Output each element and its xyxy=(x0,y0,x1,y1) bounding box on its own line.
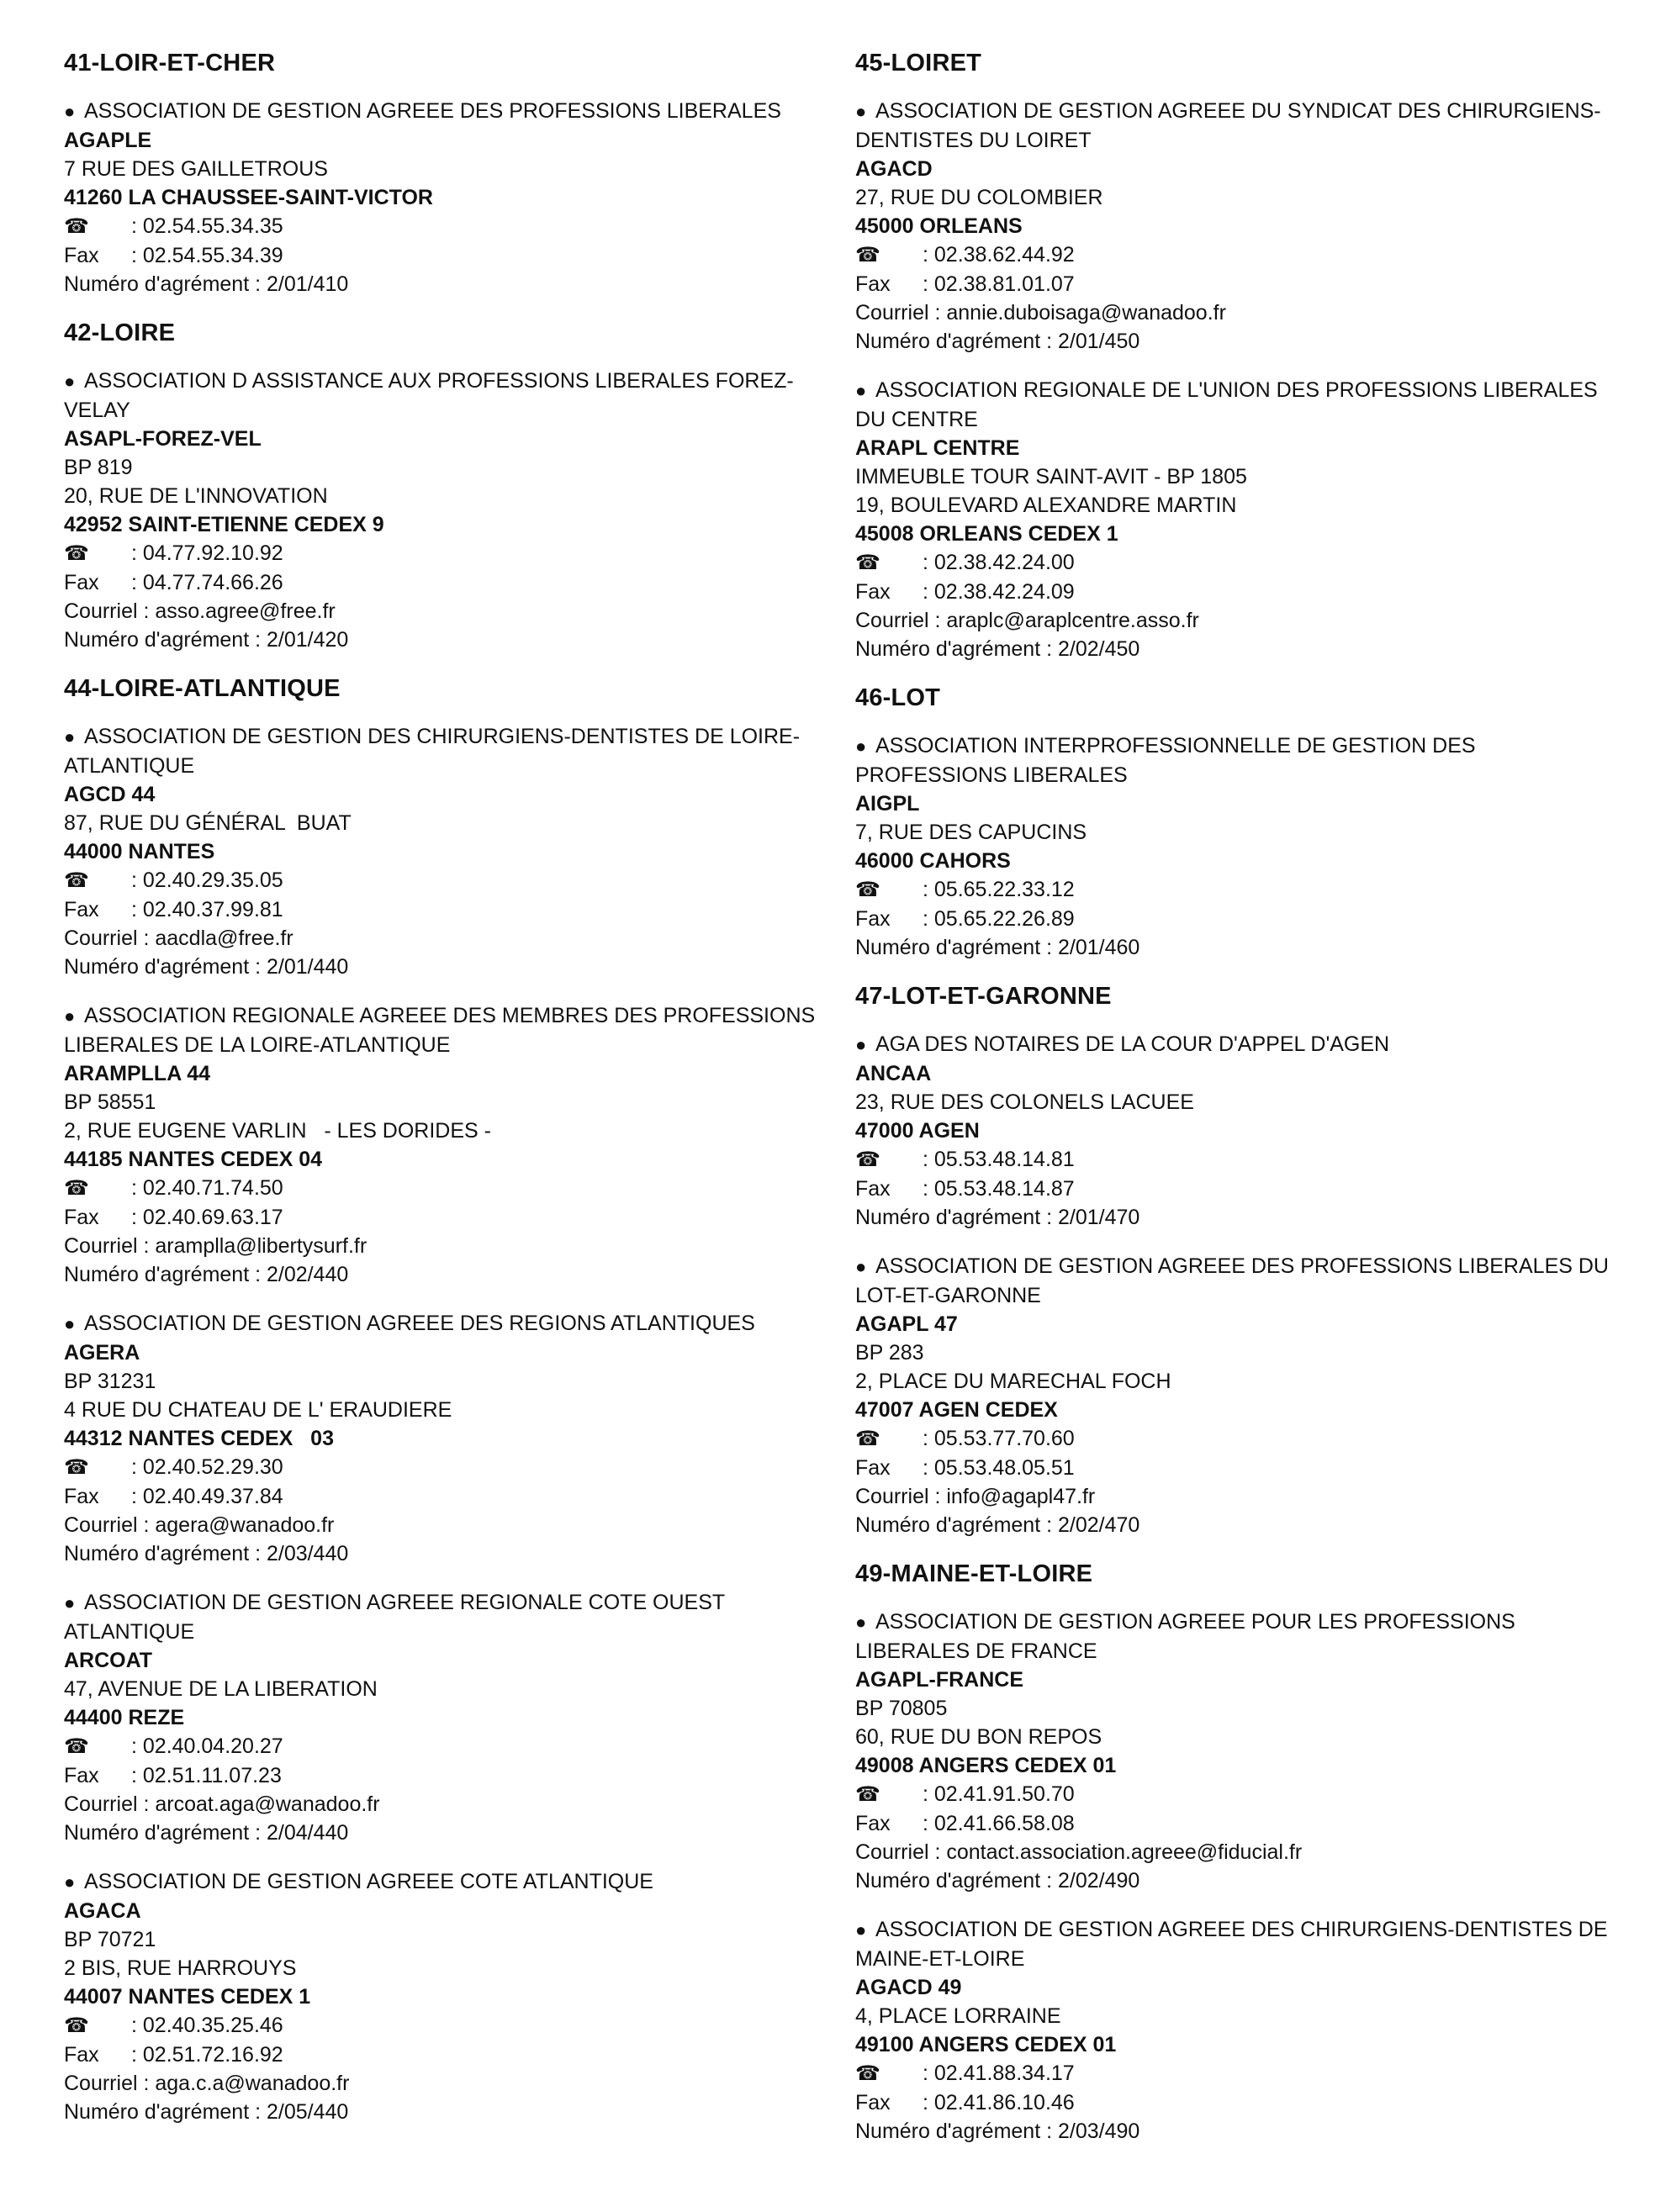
phone-number: : 04.77.92.10.92 xyxy=(131,541,283,565)
email-line: Courriel : info@agapl47.fr xyxy=(855,1485,1096,1508)
email-line: Courriel : arcoat.aga@wanadoo.fr xyxy=(64,1792,380,1816)
fax-label: Fax xyxy=(855,580,891,604)
association-name: ASSOCIATION DE GESTION AGREEE DES PROFESSIONS LIBERALES xyxy=(84,99,781,123)
association-name: ASSOCIATION DE GESTION AGREEE DES REGIONS ATLANTIQUES xyxy=(84,1312,755,1335)
agrement-number: Numéro d'agrément : 2/01/410 xyxy=(64,272,349,296)
association-entry xyxy=(855,1915,1612,2146)
phone-number: : 05.53.77.70.60 xyxy=(923,1427,1075,1450)
association-name: ASSOCIATION DE GESTION AGREEE COTE ATLANTIQUE xyxy=(84,1870,653,1893)
bullet-icon: ● xyxy=(64,1592,76,1613)
association-entry xyxy=(855,1030,1612,1232)
phone-row xyxy=(855,548,1612,578)
fax-number: : 02.51.11.07.23 xyxy=(131,1764,282,1787)
address-line: BP 31231 xyxy=(64,1370,156,1393)
association-name-row xyxy=(855,1608,1612,1666)
postal-city: 44400 REZE xyxy=(64,1706,185,1729)
association-acronym: ASAPL-FOREZ-VEL xyxy=(64,427,262,451)
address-line: BP 70721 xyxy=(64,1928,156,1951)
fax-label: Fax xyxy=(855,1177,891,1201)
fax-row xyxy=(855,2088,1612,2117)
address-line: 47, AVENUE DE LA LIBERATION xyxy=(64,1677,378,1701)
phone-icon: ☎ xyxy=(64,1735,89,1758)
association-name-row xyxy=(855,731,1612,789)
bullet-icon: ● xyxy=(64,1313,76,1334)
address-line: BP 58551 xyxy=(64,1090,156,1114)
association-name-row xyxy=(855,376,1612,434)
association-name-row xyxy=(64,97,821,126)
bullet-icon: ● xyxy=(855,380,867,401)
association-acronym: AGAPL-FRANCE xyxy=(855,1668,1023,1692)
phone-row xyxy=(855,240,1612,270)
address-line: 23, RUE DES COLONELS LACUEE xyxy=(855,1090,1194,1114)
agrement-number: Numéro d'agrément : 2/02/490 xyxy=(855,1869,1140,1893)
postal-city: 45008 ORLEANS CEDEX 1 xyxy=(855,522,1118,546)
association-name-row xyxy=(64,1867,821,1897)
association-entry xyxy=(64,367,821,654)
fax-row xyxy=(64,241,821,270)
phone-row xyxy=(64,1453,821,1482)
fax-row xyxy=(64,1482,821,1511)
bullet-icon: ● xyxy=(855,1256,867,1277)
agrement-number: Numéro d'agrément : 2/01/450 xyxy=(855,330,1140,353)
fax-label: Fax xyxy=(64,1206,99,1229)
phone-row xyxy=(855,2059,1612,2088)
association-name-row xyxy=(855,97,1612,155)
postal-city: 49100 ANGERS CEDEX 01 xyxy=(855,2033,1117,2056)
association-name-row xyxy=(64,1309,821,1338)
fax-label: Fax xyxy=(64,571,99,594)
phone-number: : 02.40.29.35.05 xyxy=(131,868,283,892)
association-name: ASSOCIATION REGIONALE AGREEE DES MEMBRES DES PROFESSIONS LIBERALES DE LA LOIRE-ATLANTIQUE xyxy=(64,1004,816,1057)
phone-row xyxy=(855,1780,1612,1809)
fax-row xyxy=(855,1454,1612,1482)
phone-number: : 02.41.91.50.70 xyxy=(923,1782,1075,1806)
association-acronym: AIGPL xyxy=(855,792,920,816)
phone-row xyxy=(64,539,821,568)
postal-city: 46000 CAHORS xyxy=(855,849,1011,873)
address-line: IMMEUBLE TOUR SAINT-AVIT - BP 1805 xyxy=(855,465,1247,488)
association-acronym: ARAPL CENTRE xyxy=(855,436,1020,460)
association-entry xyxy=(855,97,1612,356)
fax-number: : 02.41.66.58.08 xyxy=(923,1812,1075,1835)
bullet-icon: ● xyxy=(855,101,867,122)
phone-row xyxy=(855,1424,1612,1454)
agrement-number: Numéro d'agrément : 2/02/440 xyxy=(64,1263,349,1286)
association-entry xyxy=(64,1588,821,1847)
bullet-icon: ● xyxy=(855,1612,867,1633)
phone-icon: ☎ xyxy=(64,869,89,892)
department-heading: 42-LOIRE xyxy=(64,319,176,346)
phone-icon: ☎ xyxy=(855,244,880,267)
phone-icon: ☎ xyxy=(855,2062,880,2085)
fax-number: : 02.40.49.37.84 xyxy=(131,1485,283,1508)
postal-city: 44000 NANTES xyxy=(64,840,215,863)
department-heading: 47-LOT-ET-GARONNE xyxy=(855,983,1112,1010)
fax-number: : 02.38.81.01.07 xyxy=(923,272,1075,296)
address-line: 2 BIS, RUE HARROUYS xyxy=(64,1956,297,1980)
email-line: Courriel : annie.duboisaga@wanadoo.fr xyxy=(855,301,1226,325)
address-line: 2, RUE EUGENE VARLIN - LES DORIDES - xyxy=(64,1119,491,1143)
postal-city: 44312 NANTES CEDEX 03 xyxy=(64,1427,334,1450)
email-line: Courriel : contact.association.agreee@fiducial.fr xyxy=(855,1840,1303,1864)
fax-row xyxy=(855,270,1612,298)
department-heading: 41-LOIR-ET-CHER xyxy=(64,50,276,77)
association-name: ASSOCIATION DE GESTION AGREEE DU SYNDICAT DES CHIRURGIENS-DENTISTES DU LOIRET xyxy=(855,99,1601,152)
fax-label: Fax xyxy=(64,2043,99,2067)
association-acronym: AGACD 49 xyxy=(855,1976,962,1999)
phone-number: : 02.40.04.20.27 xyxy=(131,1734,283,1758)
association-acronym: AGAPLE xyxy=(64,129,152,152)
address-line: 4 RUE DU CHATEAU DE L' ERAUDIERE xyxy=(64,1398,452,1422)
association-acronym: ARAMPLLA 44 xyxy=(64,1062,211,1085)
bullet-icon: ● xyxy=(855,1919,867,1940)
fax-label: Fax xyxy=(855,1456,891,1480)
department-heading: 49-MAINE-ET-LOIRE xyxy=(855,1560,1093,1587)
email-line: Courriel : asso.agree@free.fr xyxy=(64,599,336,623)
phone-row xyxy=(64,212,821,241)
agrement-number: Numéro d'agrément : 2/01/440 xyxy=(64,955,349,979)
agrement-number: Numéro d'agrément : 2/02/450 xyxy=(855,637,1140,661)
phone-number: : 02.38.42.24.00 xyxy=(923,551,1075,574)
fax-row xyxy=(855,578,1612,606)
association-acronym: AGACD xyxy=(855,157,933,181)
fax-row xyxy=(855,1175,1612,1203)
fax-row xyxy=(64,1761,821,1790)
fax-label: Fax xyxy=(855,1812,891,1835)
fax-number: : 02.51.72.16.92 xyxy=(131,2043,283,2067)
address-line: BP 283 xyxy=(855,1341,924,1365)
association-acronym: AGERA xyxy=(64,1341,140,1365)
association-entry xyxy=(855,731,1612,962)
left-column xyxy=(64,49,821,2146)
fax-row xyxy=(64,895,821,924)
association-entry xyxy=(64,1001,821,1289)
association-name-row xyxy=(64,722,821,780)
bullet-icon: ● xyxy=(64,726,76,747)
email-line: Courriel : aramplla@libertysurf.fr xyxy=(64,1234,367,1258)
agrement-number: Numéro d'agrément : 2/03/440 xyxy=(64,1542,349,1565)
fax-number: : 04.77.74.66.26 xyxy=(131,571,283,594)
association-name: ASSOCIATION DE GESTION AGREEE DES CHIRURGIENS-DENTISTES DE MAINE-ET-LOIRE xyxy=(855,1918,1608,1971)
association-entry xyxy=(64,1309,821,1568)
association-name: ASSOCIATION DE GESTION AGREEE REGIONALE COTE OUEST ATLANTIQUE xyxy=(64,1591,725,1644)
association-name-row xyxy=(64,367,821,425)
association-name-row xyxy=(855,1915,1612,1973)
bullet-icon: ● xyxy=(64,101,76,122)
fax-row xyxy=(855,1809,1612,1838)
fax-row xyxy=(64,2040,821,2069)
agrement-number: Numéro d'agrément : 2/05/440 xyxy=(64,2100,349,2124)
phone-number: : 02.41.88.34.17 xyxy=(923,2062,1075,2085)
postal-city: 47000 AGEN xyxy=(855,1119,980,1143)
association-acronym: ARCOAT xyxy=(64,1649,153,1672)
phone-number: : 02.38.62.44.92 xyxy=(923,243,1075,267)
postal-city: 47007 AGEN CEDEX xyxy=(855,1398,1058,1422)
fax-label: Fax xyxy=(855,272,891,296)
fax-number: : 02.54.55.34.39 xyxy=(131,244,283,267)
agrement-number: Numéro d'agrément : 2/01/460 xyxy=(855,936,1140,959)
phone-row xyxy=(64,1732,821,1761)
address-line: 4, PLACE LORRAINE xyxy=(855,2004,1061,2028)
department-heading: 44-LOIRE-ATLANTIQUE xyxy=(64,675,341,702)
agrement-number: Numéro d'agrément : 2/01/470 xyxy=(855,1206,1140,1229)
association-name: ASSOCIATION DE GESTION AGREEE POUR LES PROFESSIONS LIBERALES DE FRANCE xyxy=(855,1610,1515,1663)
postal-city: 42952 SAINT-ETIENNE CEDEX 9 xyxy=(64,513,384,536)
association-entry xyxy=(855,1252,1612,1539)
address-line: BP 819 xyxy=(64,456,133,479)
postal-city: 41260 LA CHAUSSEE-SAINT-VICTOR xyxy=(64,186,433,209)
phone-icon: ☎ xyxy=(855,552,880,574)
address-line: 7 RUE DES GAILLETROUS xyxy=(64,157,328,181)
fax-number: : 02.40.69.63.17 xyxy=(131,1206,283,1229)
postal-city: 45000 ORLEANS xyxy=(855,214,1023,238)
phone-icon: ☎ xyxy=(855,879,880,901)
phone-number: : 05.53.48.14.81 xyxy=(923,1148,1075,1171)
phone-icon: ☎ xyxy=(855,1428,880,1450)
phone-icon: ☎ xyxy=(64,1177,89,1200)
association-entry xyxy=(855,376,1612,663)
fax-label: Fax xyxy=(855,2091,891,2114)
phone-number: : 02.40.52.29.30 xyxy=(131,1455,283,1479)
fax-row xyxy=(855,905,1612,933)
fax-number: : 05.53.48.05.51 xyxy=(923,1456,1075,1480)
association-name: ASSOCIATION DE GESTION DES CHIRURGIENS-DENTISTES DE LOIRE-ATLANTIQUE xyxy=(64,725,801,778)
postal-city: 44007 NANTES CEDEX 1 xyxy=(64,1985,311,2009)
phone-row xyxy=(64,866,821,895)
agrement-number: Numéro d'agrément : 2/04/440 xyxy=(64,1821,349,1845)
postal-city: 44185 NANTES CEDEX 04 xyxy=(64,1148,323,1171)
agrement-number: Numéro d'agrément : 2/01/420 xyxy=(64,628,349,652)
phone-number: : 02.40.71.74.50 xyxy=(131,1176,283,1200)
association-acronym: AGAPL 47 xyxy=(855,1312,958,1336)
fax-label: Fax xyxy=(64,244,99,267)
phone-icon: ☎ xyxy=(855,1783,880,1806)
department-heading: 45-LOIRET xyxy=(855,50,982,77)
address-line: 2, PLACE DU MARECHAL FOCH xyxy=(855,1370,1171,1393)
address-line: 27, RUE DU COLOMBIER xyxy=(855,186,1103,209)
association-name-row xyxy=(855,1030,1612,1059)
bullet-icon: ● xyxy=(64,1871,76,1893)
association-name: AGA DES NOTAIRES DE LA COUR D'APPEL D'AGEN xyxy=(875,1032,1390,1056)
right-column xyxy=(855,49,1612,2166)
association-name: ASSOCIATION DE GESTION AGREEE DES PROFESSIONS LIBERALES DU LOT-ET-GARONNE xyxy=(855,1254,1609,1307)
bullet-icon: ● xyxy=(855,1034,867,1055)
phone-icon: ☎ xyxy=(64,1456,89,1479)
association-name-row xyxy=(855,1252,1612,1310)
association-name: ASSOCIATION REGIONALE DE L'UNION DES PROFESSIONS LIBERALES DU CENTRE xyxy=(855,378,1598,431)
phone-number: : 02.40.35.25.46 xyxy=(131,2014,283,2037)
fax-number: : 05.53.48.14.87 xyxy=(923,1177,1075,1201)
postal-city: 49008 ANGERS CEDEX 01 xyxy=(855,1754,1117,1777)
phone-number: : 02.54.55.34.35 xyxy=(131,214,283,238)
bullet-icon: ● xyxy=(64,1006,76,1027)
agrement-number: Numéro d'agrément : 2/03/490 xyxy=(855,2120,1140,2143)
address-line: BP 70805 xyxy=(855,1697,948,1720)
phone-icon: ☎ xyxy=(64,542,89,565)
association-name-row xyxy=(64,1001,821,1059)
email-line: Courriel : aga.c.a@wanadoo.fr xyxy=(64,2072,350,2095)
address-line: 20, RUE DE L'INNOVATION xyxy=(64,484,328,508)
bullet-icon: ● xyxy=(64,371,76,392)
association-entry xyxy=(64,1867,821,2126)
address-line: 60, RUE DU BON REPOS xyxy=(855,1725,1102,1749)
address-line: 7, RUE DES CAPUCINS xyxy=(855,821,1087,844)
phone-row xyxy=(855,875,1612,905)
address-line: 19, BOULEVARD ALEXANDRE MARTIN xyxy=(855,494,1237,517)
fax-label: Fax xyxy=(64,1764,99,1787)
association-acronym: ANCAA xyxy=(855,1062,932,1085)
fax-label: Fax xyxy=(855,907,891,931)
email-line: Courriel : aacdla@free.fr xyxy=(64,927,293,950)
fax-row xyxy=(64,568,821,597)
fax-number: : 05.65.22.26.89 xyxy=(923,907,1075,931)
fax-number: : 02.38.42.24.09 xyxy=(923,580,1075,604)
phone-icon: ☎ xyxy=(855,1148,880,1171)
association-name: ASSOCIATION D ASSISTANCE AUX PROFESSIONS LIBERALES FOREZ-VELAY xyxy=(64,369,794,422)
fax-number: : 02.40.37.99.81 xyxy=(131,898,283,921)
association-acronym: AGACA xyxy=(64,1899,141,1923)
phone-icon: ☎ xyxy=(64,215,89,238)
department-heading: 46-LOT xyxy=(855,684,941,711)
association-acronym: AGCD 44 xyxy=(64,783,156,806)
address-line: 87, RUE DU GÉNÉRAL BUAT xyxy=(64,811,352,835)
email-line: Courriel : agera@wanadoo.fr xyxy=(64,1513,335,1537)
fax-label: Fax xyxy=(64,1485,99,1508)
fax-row xyxy=(64,1203,821,1232)
association-entry xyxy=(855,1608,1612,1895)
association-entry xyxy=(64,97,821,298)
agrement-number: Numéro d'agrément : 2/02/470 xyxy=(855,1513,1140,1537)
phone-icon: ☎ xyxy=(64,2014,89,2037)
fax-label: Fax xyxy=(64,898,99,921)
phone-row xyxy=(64,2011,821,2040)
phone-number: : 05.65.22.33.12 xyxy=(923,878,1075,901)
association-name: ASSOCIATION INTERPROFESSIONNELLE DE GESTION DES PROFESSIONS LIBERALES xyxy=(855,734,1476,787)
email-line: Courriel : araplc@araplcentre.asso.fr xyxy=(855,609,1199,632)
association-entry xyxy=(64,722,821,981)
association-name-row xyxy=(64,1588,821,1646)
phone-row xyxy=(64,1174,821,1203)
bullet-icon: ● xyxy=(855,736,867,757)
phone-row xyxy=(855,1145,1612,1175)
fax-number: : 02.41.86.10.46 xyxy=(923,2091,1075,2114)
